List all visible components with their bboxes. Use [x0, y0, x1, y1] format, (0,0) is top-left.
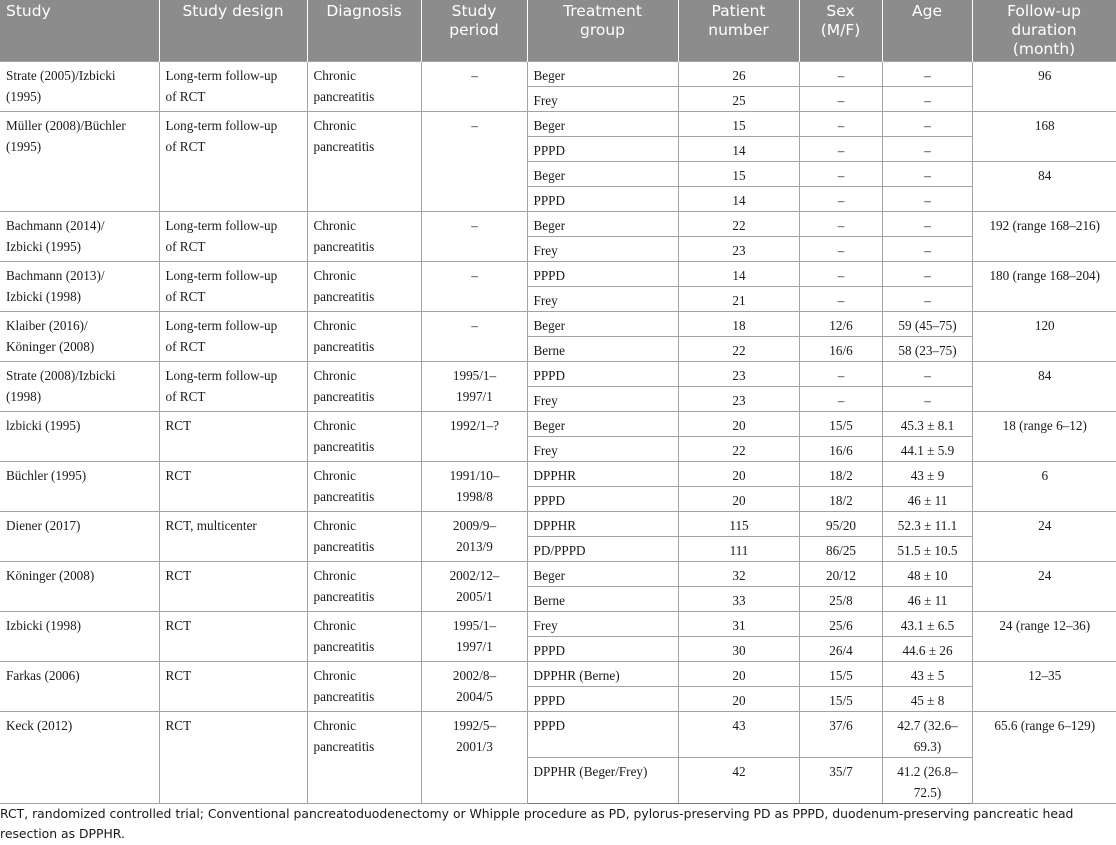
treatment-group-cell: PPPD	[527, 362, 678, 387]
patient-number-cell: 22	[678, 437, 799, 462]
age-cell: –	[882, 137, 972, 162]
header-sex: Sex (M/F)	[799, 0, 882, 62]
diagnosis-cell: Chronic pancreatitis	[307, 512, 421, 562]
study-design-cell: RCT	[159, 662, 307, 712]
follow-up-duration-cell: 192 (range 168–216)	[972, 212, 1116, 262]
age-cell: 46 ± 11	[882, 587, 972, 612]
patient-number-cell: 30	[678, 637, 799, 662]
sex-cell: 15/5	[799, 662, 882, 687]
study-design-cell: Long-term follow-up of RCT	[159, 262, 307, 312]
patient-number-cell: 20	[678, 687, 799, 712]
treatment-group-cell: PD/PPPD	[527, 537, 678, 562]
header-treatment-group: Treatment group	[527, 0, 678, 62]
table-row	[0, 62, 1116, 87]
age-cell: –	[882, 87, 972, 112]
follow-up-duration-cell: 6	[972, 462, 1116, 512]
study-cell: Diener (2017)	[0, 512, 159, 562]
study-cell: Bachmann (2014)/ Izbicki (1995)	[0, 212, 159, 262]
patient-number-cell: 15	[678, 112, 799, 137]
age-cell: 44.1 ± 5.9	[882, 437, 972, 462]
treatment-group-cell: PPPD	[527, 712, 678, 758]
treatment-group-cell: Beger	[527, 212, 678, 237]
study-period-cell: –	[421, 112, 527, 212]
follow-up-duration-cell: 24	[972, 562, 1116, 612]
age-cell: –	[882, 212, 972, 237]
patient-number-cell: 25	[678, 87, 799, 112]
patient-number-cell: 42	[678, 758, 799, 804]
patient-number-cell: 20	[678, 462, 799, 487]
header-patient-number: Patient number	[678, 0, 799, 62]
study-cell: Izbicki (1998)	[0, 612, 159, 662]
sex-cell: 20/12	[799, 562, 882, 587]
treatment-group-cell: Frey	[527, 387, 678, 412]
table-row	[0, 312, 1116, 337]
diagnosis-cell: Chronic pancreatitis	[307, 562, 421, 612]
patient-number-cell: 18	[678, 312, 799, 337]
age-cell: 41.2 (26.8–72.5)	[882, 758, 972, 804]
sex-cell: –	[799, 362, 882, 387]
sex-cell: 25/6	[799, 612, 882, 637]
study-design-cell: Long-term follow-up of RCT	[159, 362, 307, 412]
treatment-group-cell: DPPHR (Beger/Frey)	[527, 758, 678, 804]
diagnosis-cell: Chronic pancreatitis	[307, 712, 421, 804]
treatment-group-cell: Frey	[527, 437, 678, 462]
diagnosis-cell: Chronic pancreatitis	[307, 212, 421, 262]
age-cell: 44.6 ± 26	[882, 637, 972, 662]
age-cell: 48 ± 10	[882, 562, 972, 587]
patient-number-cell: 14	[678, 137, 799, 162]
diagnosis-cell: Chronic pancreatitis	[307, 662, 421, 712]
follow-up-duration-cell: 18 (range 6–12)	[972, 412, 1116, 462]
study-design-cell: Long-term follow-up of RCT	[159, 62, 307, 112]
age-cell: –	[882, 287, 972, 312]
study-cell: Büchler (1995)	[0, 462, 159, 512]
sex-cell: 26/4	[799, 637, 882, 662]
age-cell: –	[882, 362, 972, 387]
follow-up-duration-cell: 65.6 (range 6–129)	[972, 712, 1116, 804]
table-row	[0, 712, 1116, 758]
patient-number-cell: 15	[678, 162, 799, 187]
treatment-group-cell: DPPHR	[527, 462, 678, 487]
patient-number-cell: 20	[678, 412, 799, 437]
diagnosis-cell: Chronic pancreatitis	[307, 612, 421, 662]
diagnosis-cell: Chronic pancreatitis	[307, 112, 421, 212]
age-cell: 51.5 ± 10.5	[882, 537, 972, 562]
sex-cell: 16/6	[799, 437, 882, 462]
follow-up-duration-cell: 96	[972, 62, 1116, 112]
study-period-cell: –	[421, 262, 527, 312]
treatment-group-cell: PPPD	[527, 487, 678, 512]
study-period-cell: 1995/1– 1997/1	[421, 362, 527, 412]
treatment-group-cell: DPPHR	[527, 512, 678, 537]
follow-up-duration-cell: 84	[972, 162, 1116, 212]
treatment-group-cell: Frey	[527, 237, 678, 262]
patient-number-cell: 32	[678, 562, 799, 587]
treatment-group-cell: Frey	[527, 87, 678, 112]
sex-cell: –	[799, 187, 882, 212]
age-cell: 42.7 (32.6–69.3)	[882, 712, 972, 758]
table-row	[0, 362, 1116, 387]
sex-cell: –	[799, 262, 882, 287]
study-cell: Köninger (2008)	[0, 562, 159, 612]
treatment-group-cell: Berne	[527, 337, 678, 362]
treatment-group-cell: PPPD	[527, 137, 678, 162]
sex-cell: 25/8	[799, 587, 882, 612]
study-design-cell: RCT	[159, 462, 307, 512]
age-cell: –	[882, 112, 972, 137]
age-cell: –	[882, 262, 972, 287]
sex-cell: 15/5	[799, 687, 882, 712]
patient-number-cell: 43	[678, 712, 799, 758]
sex-cell: –	[799, 87, 882, 112]
follow-up-duration-cell: 12–35	[972, 662, 1116, 712]
treatment-group-cell: Beger	[527, 312, 678, 337]
patient-number-cell: 22	[678, 337, 799, 362]
age-cell: 43.1 ± 6.5	[882, 612, 972, 637]
header-diagnosis: Diagnosis	[307, 0, 421, 62]
patient-number-cell: 23	[678, 237, 799, 262]
sex-cell: –	[799, 212, 882, 237]
table-row	[0, 212, 1116, 237]
table-row	[0, 262, 1116, 287]
study-cell: lzbicki (1995)	[0, 412, 159, 462]
sex-cell: 15/5	[799, 412, 882, 437]
table-row	[0, 662, 1116, 687]
sex-cell: –	[799, 162, 882, 187]
study-period-cell: 1995/1– 1997/1	[421, 612, 527, 662]
treatment-group-cell: Beger	[527, 112, 678, 137]
patient-number-cell: 23	[678, 387, 799, 412]
age-cell: 45.3 ± 8.1	[882, 412, 972, 437]
table-row	[0, 462, 1116, 487]
table-row	[0, 612, 1116, 637]
study-cell: Keck (2012)	[0, 712, 159, 804]
age-cell: 59 (45–75)	[882, 312, 972, 337]
treatment-group-cell: Berne	[527, 587, 678, 612]
study-period-cell: 1992/5– 2001/3	[421, 712, 527, 804]
study-design-cell: RCT	[159, 562, 307, 612]
header-study: Study	[0, 0, 159, 62]
treatment-group-cell: Frey	[527, 612, 678, 637]
age-cell: 43 ± 5	[882, 662, 972, 687]
sex-cell: 18/2	[799, 462, 882, 487]
patient-number-cell: 26	[678, 62, 799, 87]
diagnosis-cell: Chronic pancreatitis	[307, 362, 421, 412]
study-period-cell: 1991/10– 1998/8	[421, 462, 527, 512]
patient-number-cell: 20	[678, 487, 799, 512]
treatment-group-cell: DPPHR (Berne)	[527, 662, 678, 687]
patient-number-cell: 14	[678, 262, 799, 287]
age-cell: –	[882, 387, 972, 412]
patient-number-cell: 33	[678, 587, 799, 612]
follow-up-duration-cell: 24	[972, 512, 1116, 562]
age-cell: 58 (23–75)	[882, 337, 972, 362]
sex-cell: 18/2	[799, 487, 882, 512]
age-cell: –	[882, 237, 972, 262]
sex-cell: –	[799, 237, 882, 262]
treatment-group-cell: PPPD	[527, 637, 678, 662]
diagnosis-cell: Chronic pancreatitis	[307, 312, 421, 362]
study-cell: Strate (2005)/Izbicki (1995)	[0, 62, 159, 112]
follow-up-duration-cell: 180 (range 168–204)	[972, 262, 1116, 312]
header-study-period: Study period	[421, 0, 527, 62]
study-period-cell: 2002/8– 2004/5	[421, 662, 527, 712]
study-cell: Klaiber (2016)/ Köninger (2008)	[0, 312, 159, 362]
diagnosis-cell: Chronic pancreatitis	[307, 62, 421, 112]
table-header-row	[0, 0, 1116, 62]
patient-number-cell: 22	[678, 212, 799, 237]
sex-cell: 12/6	[799, 312, 882, 337]
age-cell: –	[882, 62, 972, 87]
sex-cell: 35/7	[799, 758, 882, 804]
header-study-design: Study design	[159, 0, 307, 62]
patient-number-cell: 23	[678, 362, 799, 387]
diagnosis-cell: Chronic pancreatitis	[307, 412, 421, 462]
age-cell: 43 ± 9	[882, 462, 972, 487]
patient-number-cell: 14	[678, 187, 799, 212]
study-design-cell: RCT	[159, 412, 307, 462]
header-age: Age	[882, 0, 972, 62]
study-cell: Farkas (2006)	[0, 662, 159, 712]
treatment-group-cell: PPPD	[527, 687, 678, 712]
study-cell: Müller (2008)/Büchler (1995)	[0, 112, 159, 212]
diagnosis-cell: Chronic pancreatitis	[307, 262, 421, 312]
table-row	[0, 512, 1116, 537]
study-period-cell: –	[421, 212, 527, 262]
sex-cell: 37/6	[799, 712, 882, 758]
study-design-cell: RCT, multicenter	[159, 512, 307, 562]
study-period-cell: 2009/9– 2013/9	[421, 512, 527, 562]
follow-up-duration-cell: 84	[972, 362, 1116, 412]
study-period-cell: 1992/1–?	[421, 412, 527, 462]
follow-up-duration-cell: 168	[972, 112, 1116, 162]
table-row	[0, 412, 1116, 437]
study-design-cell: Long-term follow-up of RCT	[159, 112, 307, 212]
treatment-group-cell: Beger	[527, 562, 678, 587]
sex-cell: 16/6	[799, 337, 882, 362]
sex-cell: –	[799, 112, 882, 137]
study-design-cell: RCT	[159, 612, 307, 662]
age-cell: –	[882, 162, 972, 187]
age-cell: 46 ± 11	[882, 487, 972, 512]
patient-number-cell: 31	[678, 612, 799, 637]
table-footnote: RCT, randomized controlled trial; Conventional pancreatoduodenectomy or Whipple procedure as PD, pylorus-preserving PD as PPPD, duodenum-preserving pancreatic head resection as DPPHR.	[0, 806, 1074, 841]
study-period-cell: –	[421, 62, 527, 112]
sex-cell: –	[799, 62, 882, 87]
patient-number-cell: 20	[678, 662, 799, 687]
age-cell: 45 ± 8	[882, 687, 972, 712]
study-design-cell: Long-term follow-up of RCT	[159, 212, 307, 262]
study-cell: Strate (2008)/Izbicki (1998)	[0, 362, 159, 412]
patient-number-cell: 115	[678, 512, 799, 537]
study-cell: Bachmann (2013)/ Izbicki (1998)	[0, 262, 159, 312]
treatment-group-cell: PPPD	[527, 262, 678, 287]
age-cell: 52.3 ± 11.1	[882, 512, 972, 537]
treatment-group-cell: PPPD	[527, 187, 678, 212]
diagnosis-cell: Chronic pancreatitis	[307, 462, 421, 512]
patient-number-cell: 21	[678, 287, 799, 312]
table-row	[0, 562, 1116, 587]
study-design-cell: Long-term follow-up of RCT	[159, 312, 307, 362]
treatment-group-cell: Beger	[527, 412, 678, 437]
sex-cell: 86/25	[799, 537, 882, 562]
treatment-group-cell: Beger	[527, 62, 678, 87]
sex-cell: –	[799, 137, 882, 162]
patient-number-cell: 111	[678, 537, 799, 562]
treatment-group-cell: Frey	[527, 287, 678, 312]
sex-cell: –	[799, 287, 882, 312]
study-design-cell: RCT	[159, 712, 307, 804]
treatment-group-cell: Beger	[527, 162, 678, 187]
study-period-cell: –	[421, 312, 527, 362]
follow-up-duration-cell: 24 (range 12–36)	[972, 612, 1116, 662]
table-row	[0, 112, 1116, 137]
sex-cell: –	[799, 387, 882, 412]
sex-cell: 95/20	[799, 512, 882, 537]
age-cell: –	[882, 187, 972, 212]
header-follow-up-duration: Follow-up duration (month)	[972, 0, 1116, 62]
follow-up-duration-cell: 120	[972, 312, 1116, 362]
study-period-cell: 2002/12– 2005/1	[421, 562, 527, 612]
